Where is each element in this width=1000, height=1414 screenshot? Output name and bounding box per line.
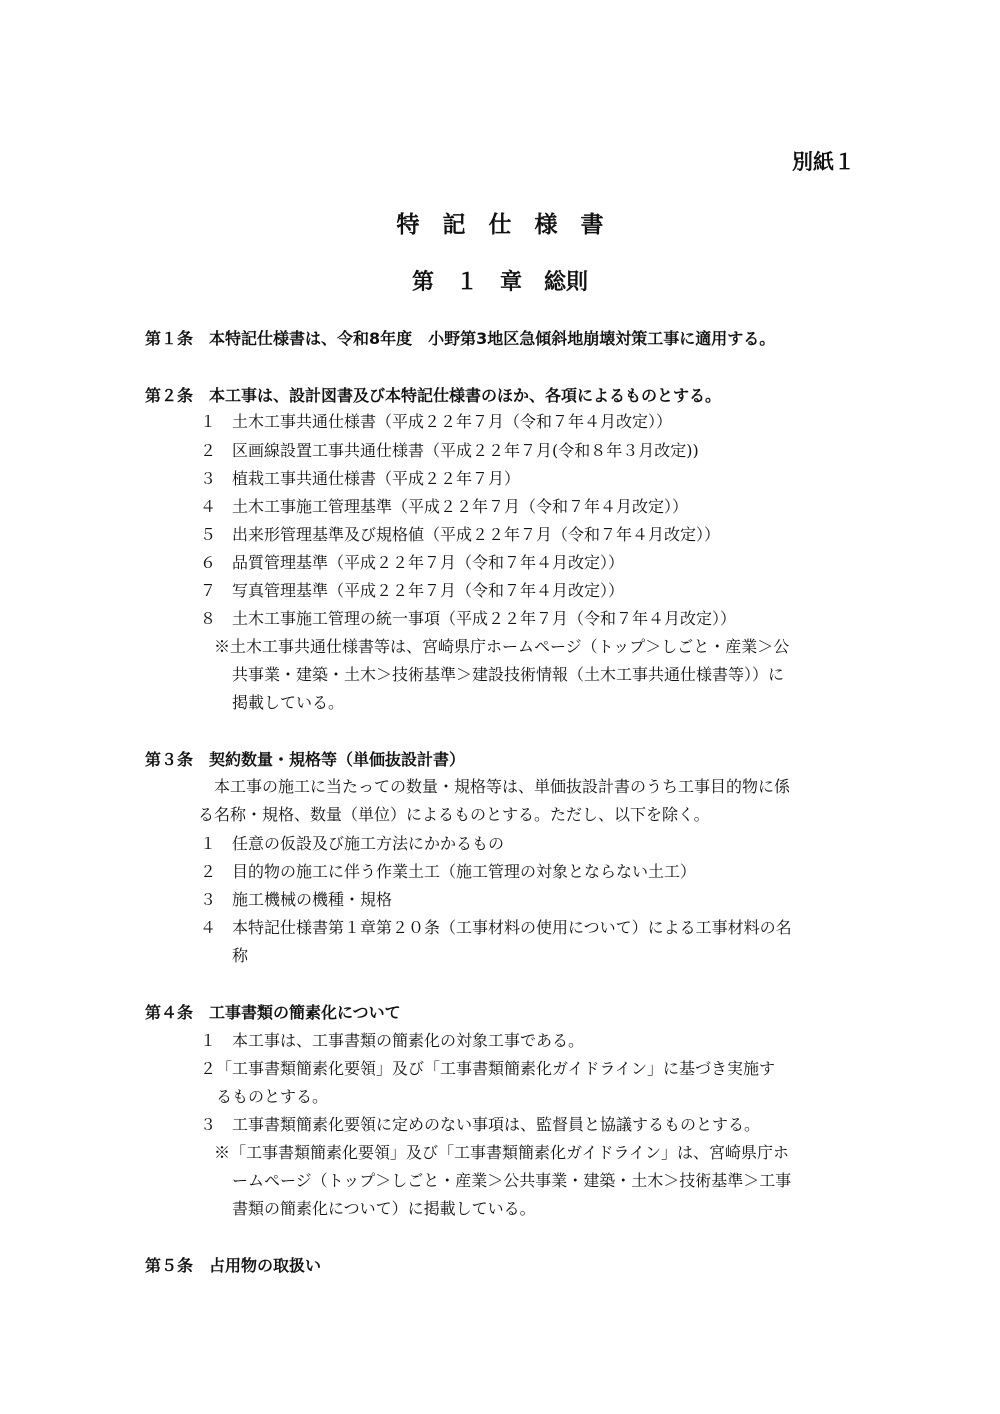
article-3-item-number: １ bbox=[200, 834, 217, 853]
article-2-heading: 第２条 本工事は、設計図書及び本特記仕様書のほか、各項によるものとする。 bbox=[145, 386, 722, 405]
article-2-item-number: ４ bbox=[200, 497, 217, 516]
article-4-item-number: ３ bbox=[200, 1115, 217, 1134]
article-2-item: 植栽工事共通仕様書（平成２２年７月） bbox=[232, 469, 521, 488]
article-3-paragraph-line: 本工事の施工に当たっての数量・規格等は、単価抜設計書のうち工事目的物に係 bbox=[214, 777, 791, 796]
article-4-item-continuation: るものとする。 bbox=[216, 1087, 329, 1106]
article-2-item-number: ５ bbox=[200, 525, 217, 544]
article-2-note-line: 掲載している。 bbox=[232, 693, 345, 712]
article-4-item: 本工事は、工事書類の簡素化の対象工事である。 bbox=[232, 1031, 585, 1050]
article-2-note-line: 共事業・建築・土木＞技術基準＞建設技術情報（土木工事共通仕様書等））に bbox=[232, 665, 785, 684]
article-4-item: 「工事書類簡素化要領」及び「工事書類簡素化ガイドライン」に基づき実施す bbox=[216, 1059, 776, 1078]
article-2-item: 土木工事施工管理基準（平成２２年７月（令和７年４月改定）） bbox=[232, 497, 689, 516]
article-3-paragraph-line: る名称・規格、数量（単位）によるものとする。ただし、以下を除く。 bbox=[198, 805, 710, 824]
article-4-item: 工事書類簡素化要領に定めのない事項は、監督員と協議するものとする。 bbox=[232, 1115, 761, 1134]
article-3-item: 本特記仕様書第１章第２０条（工事材料の使用について）による工事材料の名 bbox=[232, 918, 792, 937]
article-2-item-number: ６ bbox=[200, 553, 217, 572]
article-4-item-number: ２ bbox=[200, 1059, 217, 1078]
article-3-item: 任意の仮設及び施工方法にかかるもの bbox=[232, 834, 505, 853]
chapter-title: 第 １ 章 総則 bbox=[411, 270, 588, 295]
article-4-item-number: １ bbox=[200, 1031, 217, 1050]
article-2-item: 品質管理基準（平成２２年７月（令和７年４月改定）） bbox=[232, 553, 625, 572]
article-4-heading: 第４条 工事書類の簡素化について bbox=[145, 1003, 401, 1022]
article-4-note-line: ※「工事書類簡素化要領」及び「工事書類簡素化ガイドライン」は、宮崎県庁ホ bbox=[214, 1143, 790, 1162]
article-3-heading: 第３条 契約数量・規格等（単価抜設計書） bbox=[145, 750, 466, 769]
article-1-heading: 第１条 本特記仕様書は、令和8年度 小野第3地区急傾斜地崩壊対策工事に適用する。 bbox=[145, 329, 776, 348]
annex-label: 別紙１ bbox=[792, 150, 855, 174]
document-title: 特 記 仕 様 書 bbox=[396, 212, 604, 238]
article-2-item-number: ７ bbox=[200, 581, 217, 600]
article-2-item-number: ８ bbox=[200, 609, 217, 628]
article-2-item: 出来形管理基準及び規格値（平成２２年７月（令和７年４月改定）） bbox=[232, 525, 721, 544]
article-3-item-number: ３ bbox=[200, 890, 217, 909]
article-3-item-number: ２ bbox=[200, 862, 217, 881]
article-2-item-number: １ bbox=[200, 412, 217, 431]
article-2-item: 土木工事共通仕様書（平成２２年７月（令和７年４月改定）） bbox=[232, 412, 673, 431]
article-4-note-line: ームページ（トップ＞しごと・産業＞公共事業・建築・土木＞技術基準＞工事 bbox=[232, 1171, 792, 1190]
article-3-item-number: ４ bbox=[200, 918, 217, 937]
article-2-item: 土木工事施工管理の統一事項（平成２２年７月（令和７年４月改定）） bbox=[232, 609, 737, 628]
article-2-item-number: ３ bbox=[200, 469, 217, 488]
article-2-item: 写真管理基準（平成２２年７月（令和７年４月改定）） bbox=[232, 581, 625, 600]
article-3-item: 目的物の施工に伴う作業土工（施工管理の対象とならない土工） bbox=[232, 862, 697, 881]
article-2-item-number: ２ bbox=[200, 441, 217, 460]
article-5-heading: 第５条 占用物の取扱い bbox=[145, 1256, 322, 1275]
article-2-note-line: ※土木工事共通仕様書等は、宮崎県庁ホームページ（トップ＞しごと・産業＞公 bbox=[214, 637, 790, 656]
article-2-item: 区画線設置工事共通仕様書（平成２２年７月(令和８年３月改定)) bbox=[232, 441, 699, 460]
article-4-note-line: 書類の簡素化について）に掲載している。 bbox=[232, 1199, 536, 1218]
article-3-item: 施工機械の機種・規格 bbox=[232, 890, 393, 909]
article-3-item-continuation: 称 bbox=[232, 946, 249, 965]
